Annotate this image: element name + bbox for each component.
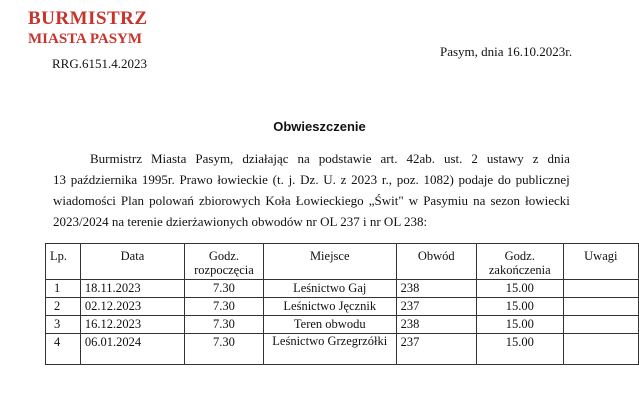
stamp-line-1: BURMISTRZ bbox=[28, 8, 148, 29]
word: Miasta bbox=[151, 151, 187, 166]
header-end-time: Godz. zakończenia bbox=[476, 244, 563, 280]
hunt-schedule-table bbox=[45, 243, 639, 365]
word: Łowieckiego bbox=[295, 193, 364, 208]
word: (t. bbox=[272, 172, 284, 187]
word: art. bbox=[380, 151, 398, 166]
word: Dz. bbox=[300, 172, 319, 187]
word: podstawie bbox=[318, 151, 372, 166]
cell-date: 18.11.2023 bbox=[80, 280, 184, 298]
word: zbiorowych bbox=[198, 193, 261, 208]
announcement-body bbox=[53, 148, 570, 232]
word: 2 bbox=[471, 151, 478, 166]
body-line-4: 2023/2024 na terenie dzierżawionych obwodów nr OL 237 i nr OL 238: bbox=[53, 214, 428, 229]
word: Prawo bbox=[179, 172, 213, 187]
word: października bbox=[70, 172, 138, 187]
body-line-3 bbox=[53, 190, 570, 211]
word: r., bbox=[381, 172, 392, 187]
word: Koła bbox=[265, 193, 291, 208]
cell-date: 16.12.2023 bbox=[80, 316, 184, 334]
word: ustawy bbox=[486, 151, 524, 166]
stamp-line-2: MIASTA PASYM bbox=[28, 31, 143, 47]
cell-place: Leśnictwo Grzegrzółki bbox=[263, 334, 396, 365]
word: łowieckie bbox=[217, 172, 268, 187]
word: na bbox=[297, 151, 310, 166]
header-start-time: Godz. rozpoczęcia bbox=[185, 244, 264, 280]
cell-end-time: 15.00 bbox=[476, 334, 563, 365]
word: do bbox=[497, 172, 511, 187]
cell-lp: 4 bbox=[46, 334, 81, 365]
word: sezon bbox=[490, 193, 521, 208]
cell-notes bbox=[563, 280, 638, 298]
cell-end-time: 15.00 bbox=[476, 298, 563, 316]
word: działając bbox=[242, 151, 289, 166]
word: z bbox=[340, 172, 347, 187]
table-row bbox=[46, 280, 639, 298]
cell-district: 238 bbox=[396, 280, 476, 298]
word: Pasym, bbox=[195, 151, 234, 166]
cell-start-time: 7.30 bbox=[185, 334, 264, 365]
word: 1082) bbox=[423, 172, 454, 187]
word: Plan bbox=[120, 193, 145, 208]
word: j. bbox=[288, 172, 296, 187]
cell-start-time: 7.30 bbox=[185, 298, 264, 316]
body-line-2 bbox=[53, 169, 570, 190]
word: U. bbox=[323, 172, 336, 187]
header-district: Obwód bbox=[396, 244, 476, 280]
cell-notes bbox=[563, 316, 638, 334]
table-row bbox=[46, 298, 639, 316]
cell-lp: 2 bbox=[46, 298, 81, 316]
cell-district: 237 bbox=[396, 334, 476, 365]
cell-place: Leśnictwo Gaj bbox=[263, 280, 396, 298]
word: 2023 bbox=[351, 172, 378, 187]
word: poz. bbox=[396, 172, 419, 187]
word: łowiecki bbox=[525, 193, 570, 208]
cell-start-time: 7.30 bbox=[185, 280, 264, 298]
cell-start-time: 7.30 bbox=[185, 316, 264, 334]
word: ust. bbox=[444, 151, 463, 166]
word: 42ab. bbox=[406, 151, 435, 166]
cell-lp: 3 bbox=[46, 316, 81, 334]
word: Pasymiu bbox=[423, 193, 468, 208]
header-notes: Uwagi bbox=[563, 244, 638, 280]
cell-notes bbox=[563, 334, 638, 365]
cell-lp: 1 bbox=[46, 280, 81, 298]
word: z bbox=[532, 151, 539, 166]
cell-date: 02.12.2023 bbox=[80, 298, 184, 316]
word: Burmistrz bbox=[90, 151, 142, 166]
burmistrz-stamp bbox=[28, 9, 148, 47]
cell-notes bbox=[563, 298, 638, 316]
reference-number: RRG.6151.4.2023 bbox=[52, 56, 147, 71]
word: podaje bbox=[458, 172, 494, 187]
word: polowań bbox=[149, 193, 194, 208]
word: „Świt" bbox=[368, 193, 404, 208]
cell-place: Teren obwodu bbox=[263, 316, 396, 334]
word: 13 bbox=[53, 172, 66, 187]
header-date: Data bbox=[80, 244, 184, 280]
table-header-row bbox=[46, 244, 639, 280]
word: w bbox=[408, 193, 419, 208]
place-date: Pasym, dnia 16.10.2023r. bbox=[440, 44, 573, 59]
header-place: Miejsce bbox=[263, 244, 396, 280]
document-title: Obwieszczenie bbox=[273, 119, 366, 134]
cell-district: 238 bbox=[396, 316, 476, 334]
word: wiadomości bbox=[53, 193, 116, 208]
word: na bbox=[473, 193, 486, 208]
word: publicznej bbox=[515, 172, 570, 187]
body-line-1 bbox=[53, 148, 570, 169]
cell-district: 237 bbox=[396, 298, 476, 316]
header-lp: Lp. bbox=[46, 244, 81, 280]
cell-place: Leśnictwo Jęcznik bbox=[263, 298, 396, 316]
cell-date: 06.01.2024 bbox=[80, 334, 184, 365]
word: dnia bbox=[547, 151, 570, 166]
cell-end-time: 15.00 bbox=[476, 316, 563, 334]
word: 1995r. bbox=[141, 172, 175, 187]
table-row bbox=[46, 316, 639, 334]
table-row bbox=[46, 334, 639, 365]
cell-end-time: 15.00 bbox=[476, 280, 563, 298]
